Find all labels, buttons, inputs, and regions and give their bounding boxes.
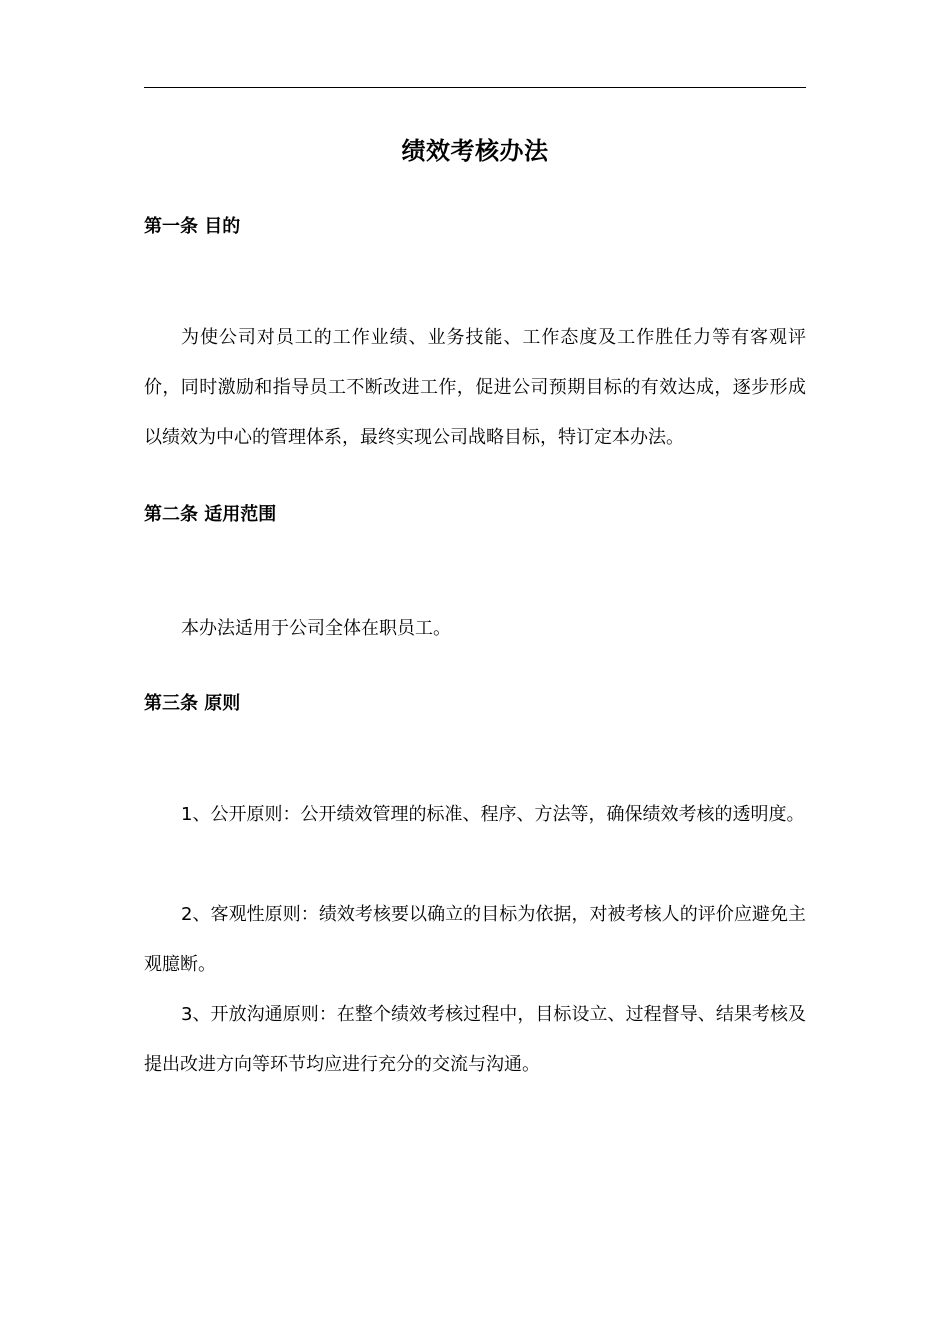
section-heading-scope: 第二条 适用范围 — [144, 504, 277, 525]
header-rule — [144, 87, 806, 88]
document-title: 绩效考核办法 — [401, 137, 549, 165]
paragraph-principle-openness: 1、公开原则：公开绩效管理的标准、程序、方法等，确保绩效考核的透明度。 — [181, 804, 805, 825]
paragraph-purpose: 为使公司对员工的工作业绩、业务技能、工作态度及工作胜任力等有客观评价，同时激励和指导员工不断改进工作，促进公司预期目标的有效达成，逐步形成以绩效为中心的管理体系，最终实现公司战略目标，特订定本办法。 — [144, 327, 806, 448]
paragraph-scope: 本办法适用于公司全体在职员工。 — [181, 618, 451, 639]
section-heading-purpose: 第一条 目的 — [144, 216, 241, 237]
section-heading-principles: 第三条 原则 — [144, 693, 241, 714]
paragraph-principle-objectivity: 2、客观性原则：绩效考核要以确立的目标为依据，对被考核人的评价应避免主观臆断。 — [144, 904, 806, 975]
paragraph-principle-communication: 3、开放沟通原则：在整个绩效考核过程中，目标设立、过程督导、结果考核及提出改进方向等环节均应进行充分的交流与沟通。 — [144, 1004, 806, 1075]
